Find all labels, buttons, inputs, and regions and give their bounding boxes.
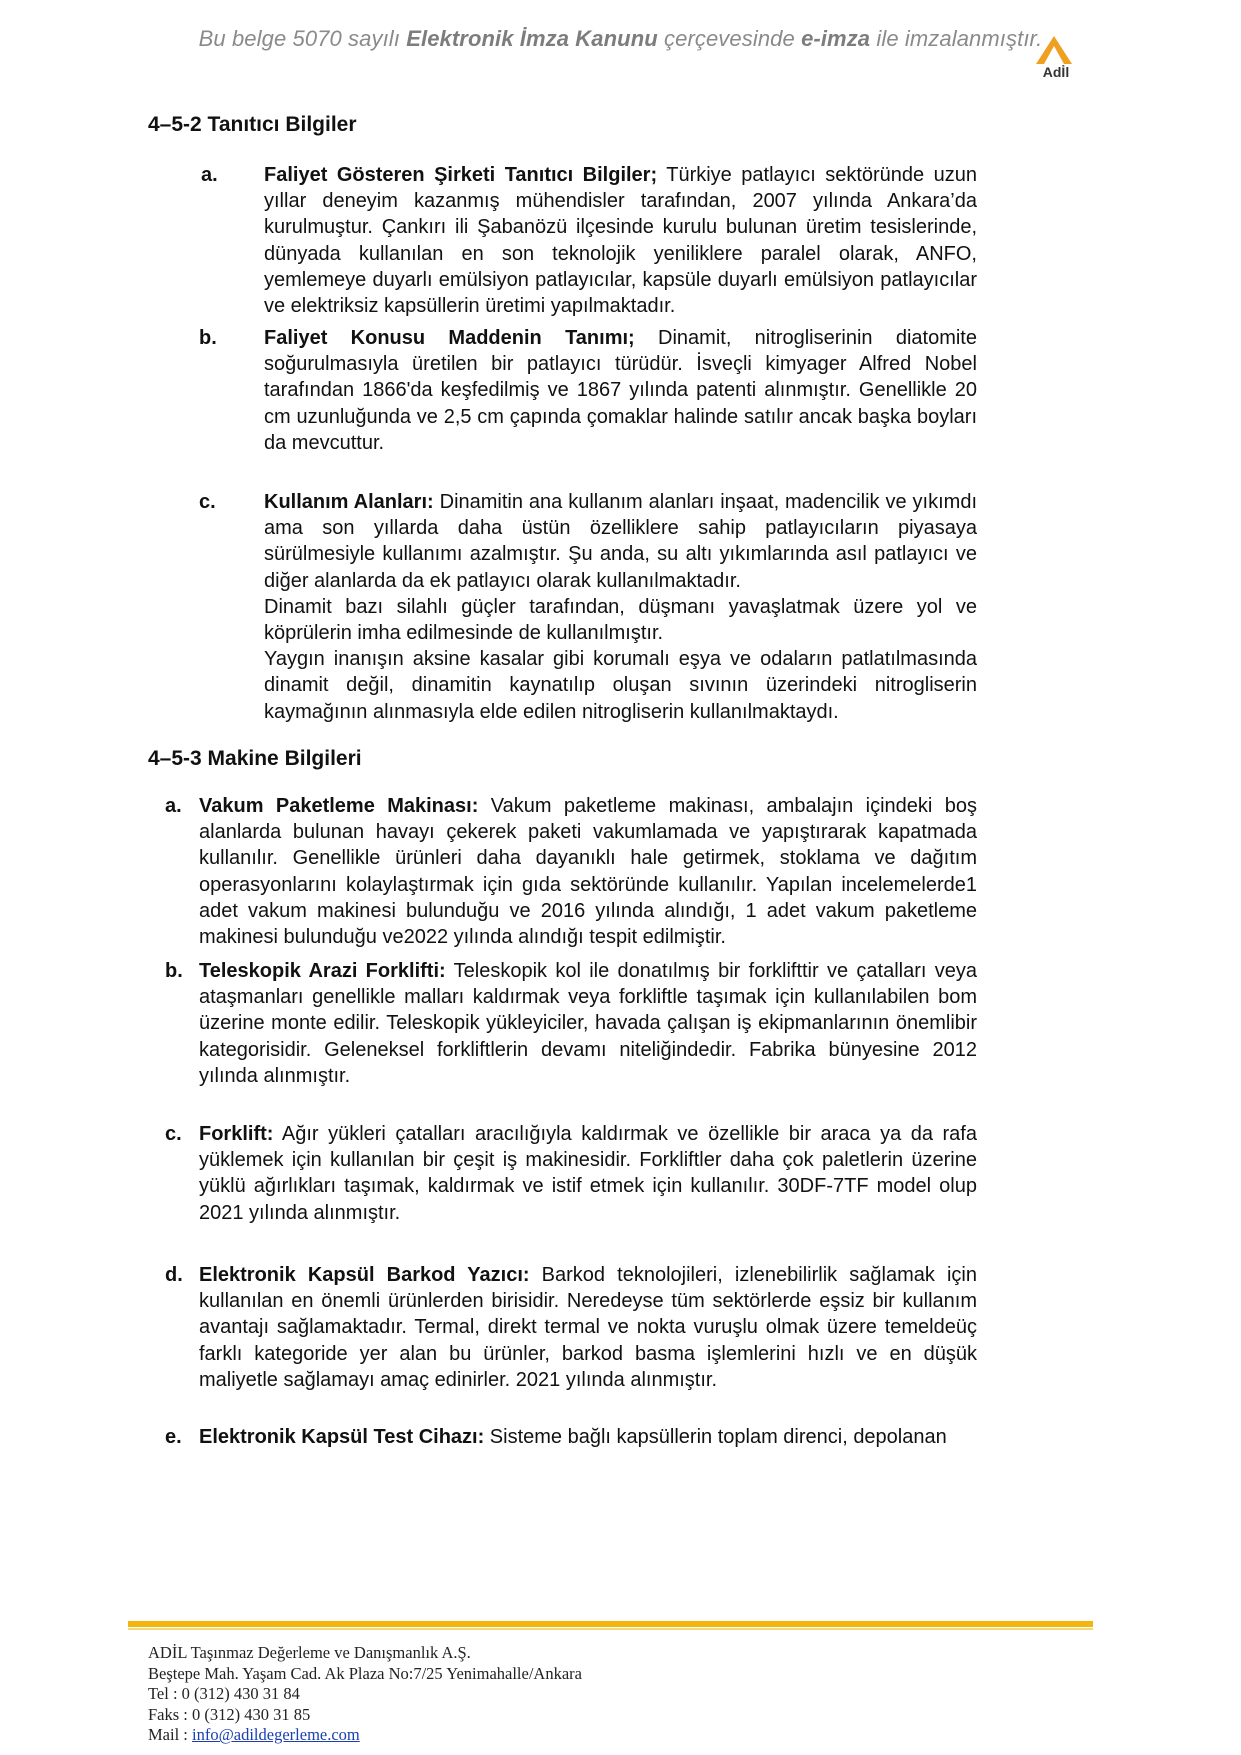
list-marker: e.: [165, 1426, 182, 1448]
list-item-kullanim-alanlari: [264, 489, 977, 725]
list-marker: c.: [199, 491, 216, 513]
item-title: Vakum Paketleme Makinası:: [199, 795, 479, 817]
list-item-teleskopik-forklift: [199, 958, 977, 1089]
item-text: Ağır yükleri çatalları aracılığıyla kaldırmak ve özellikle bir araca ya da rafa yüklemek için kullanılan bir çeşit iş makinesidir. Forkliftler daha çok paletlerin üzerine yüklü ağırlıkları taşımak, kaldırmak ve istif etmek için kullanılır. 30DF-7TF model olup 2021 yılında alınmıştır.: [199, 1123, 977, 1224]
item-text: Vakum paketleme makinası, ambalajın içindeki boş alanlarda bulunan havayı çekerek paketi vakumlamada ve yapıştırarak kapatmada kullanılır. Genellikle ürünleri daha dayanıklı hale getirmek, stoklama ve dağıtım operasyonlarını kolaylaştırmak için gıda sektöründe kullanılır. Yapılan incelemelerde1 adet vakum makinesi bulunduğu ve 2016 yılında alındığı, 1 adet vakum paketleme makinesi bulunduğu ve2022 yılında alındığı tespit edilmiştir.: [199, 795, 977, 949]
list-marker: c.: [165, 1123, 182, 1145]
item-title: Elektronik Kapsül Test Cihazı:: [199, 1426, 485, 1448]
list-item-forklift: [199, 1121, 977, 1226]
item-text: Dinamitin ana kullanım alanları inşaat, madencilik ve yıkımdı ama son yıllarda daha üstün özelliklere sahip patlayıcıların piyasaya sürülmesiyle kullanımı azalmıştır. Şu anda, su altı yıkımlarında asıl patlayıcı ve diğer alanlarda da ek patlayıcı olarak kullanılmaktadır.: [264, 491, 978, 592]
logo-text: Adİl: [1042, 64, 1070, 80]
esign-text: ile imzalanmıştır.: [870, 26, 1043, 51]
list-marker: a.: [201, 164, 218, 186]
list-marker: b.: [165, 960, 183, 982]
footer-mail-link[interactable]: info@adildegerleme.com: [192, 1725, 360, 1745]
item-title: Teleskopik Arazi Forklifti:: [199, 960, 446, 982]
esign-text: çerçevesinde: [657, 26, 802, 51]
item-text-paragraph-2: Dinamit bazı silahlı güçler tarafından, düşmanı yavaşlatmak üzere yol ve köprülerin imha edilmesinde de kullanılmıştır.: [264, 595, 977, 645]
esign-law-name: Elektronik İmza Kanunu: [406, 26, 658, 51]
logo-triangle-icon: [1034, 36, 1074, 66]
footer-company: ADİL Taşınmaz Değerleme ve Danışmanlık A.Ş.: [148, 1643, 471, 1662]
item-text: Barkod teknolojileri, izlenebilirlik sağlamak için kullanılan en önemli ürünlerden birisidir. Neredeyse tüm sektörlerde eşsiz bir kullanım avantajı sağlamaktadır. Termal, direkt termal ve nokta vuruşlu olmak üzere temeldeüç farklı kategoride yer alan bu ürünler, barkod basma işlemlerini hızlı ve en düşük maliyetle sağlamayı amaç edinirler. 2021 yılında alınmıştır.: [199, 1264, 977, 1391]
esign-eimza: e-imza: [801, 26, 871, 51]
footer-address: Beştepe Mah. Yaşam Cad. Ak Plaza No:7/25 Yenimahalle/Ankara: [148, 1663, 582, 1683]
item-text: Dinamit, nitrogliserinin diatomite soğurulmasıyla üretilen bir patlayıcı türüdür. İsveçli kimyager Alfred Nobel tarafından 1866'da keşfedilmiş ve 1867 yılında patenti alınmıştır. Genellikle 20 cm uzunluğunda ve 2,5 cm çapında çomaklar halinde satılır ancak başka boyları da mevcuttur.: [264, 327, 977, 454]
item-text: Sisteme bağlı kapsüllerin toplam direnci, depolanan: [484, 1426, 947, 1448]
list-marker: b.: [199, 327, 217, 349]
section-heading-makine-bilgileri: 4–5-3 Makine Bilgileri: [148, 747, 362, 770]
list-marker: a.: [165, 795, 182, 817]
item-title: Kullanım Alanları:: [264, 491, 434, 513]
item-text: Türkiye patlayıcı sektöründe uzun yıllar deneyim kazanmış mühendisler tarafından, 2007 yılında Ankara’da kurulmuştur. Çankırı ili Şabanözü ilçesinde kurulu bulunan üretim tesislerinde, dünyada kullanılan en son teknolojik yeniliklere paralel olarak, ANFO, yemlemeye duyarlı emülsiyon patlayıcılar, kapsüle duyarlı emülsiyon patlayıcılar ve elektriksiz kapsüllerin üretimi yapılmaktadır.: [264, 164, 977, 318]
item-title: Faliyet Gösteren Şirketi Tanıtıcı Bilgiler;: [264, 164, 658, 186]
list-item-kapsul-test-cihazi: [199, 1424, 977, 1450]
footer-divider: [128, 1621, 1093, 1627]
item-title: Elektronik Kapsül Barkod Yazıcı:: [199, 1264, 530, 1286]
footer-divider-secondary: [128, 1628, 1093, 1630]
section-heading-tanitici-bilgiler: 4–5-2 Tanıtıcı Bilgiler: [148, 113, 357, 136]
item-text: Teleskopik kol ile donatılmış bir forklifttir ve çatalları veya ataşmanları genellikle malları kaldırmak veya forkliftle taşımak için kullanılabilen bom üzerine monte edilir. Teleskopik yükleyiciler, havada çalışan iş ekipmanlarının önemlibir kategorisidir. Geleneksel forkliftlerin devamı niteliğindedir. Fabrika bünyesine 2012 yılında alınmıştır.: [199, 960, 977, 1087]
footer-fax: Faks : 0 (312) 430 31 85: [148, 1704, 311, 1724]
list-item-madde-tanimi: [264, 325, 977, 456]
list-item-barkod-yazici: [199, 1262, 977, 1393]
footer-mail-label: Mail :: [148, 1725, 192, 1745]
footer-tel: Tel : 0 (312) 430 31 84: [148, 1684, 300, 1704]
item-title: Faliyet Konusu Maddenin Tanımı;: [264, 327, 635, 349]
esign-text: Bu belge 5070 sayılı: [198, 26, 407, 51]
footer-contact: [148, 1643, 582, 1746]
list-item-sirket-bilgileri: [264, 162, 977, 319]
list-item-vakum-paketleme: [199, 793, 977, 950]
list-marker: d.: [165, 1264, 183, 1286]
item-text-paragraph-3: Yaygın inanışın aksine kasalar gibi korumalı eşya ve odaların patlatılmasında dinamit değil, dinamitin kaynatılıp oluşan sıvının üzerindeki nitrogliserin kaymağının alınmasıyla elde edilen nitrogliserin kullanılmaktaydı.: [264, 648, 977, 723]
item-title: Forklift:: [199, 1123, 274, 1145]
footer-mail-row: [148, 1725, 582, 1746]
